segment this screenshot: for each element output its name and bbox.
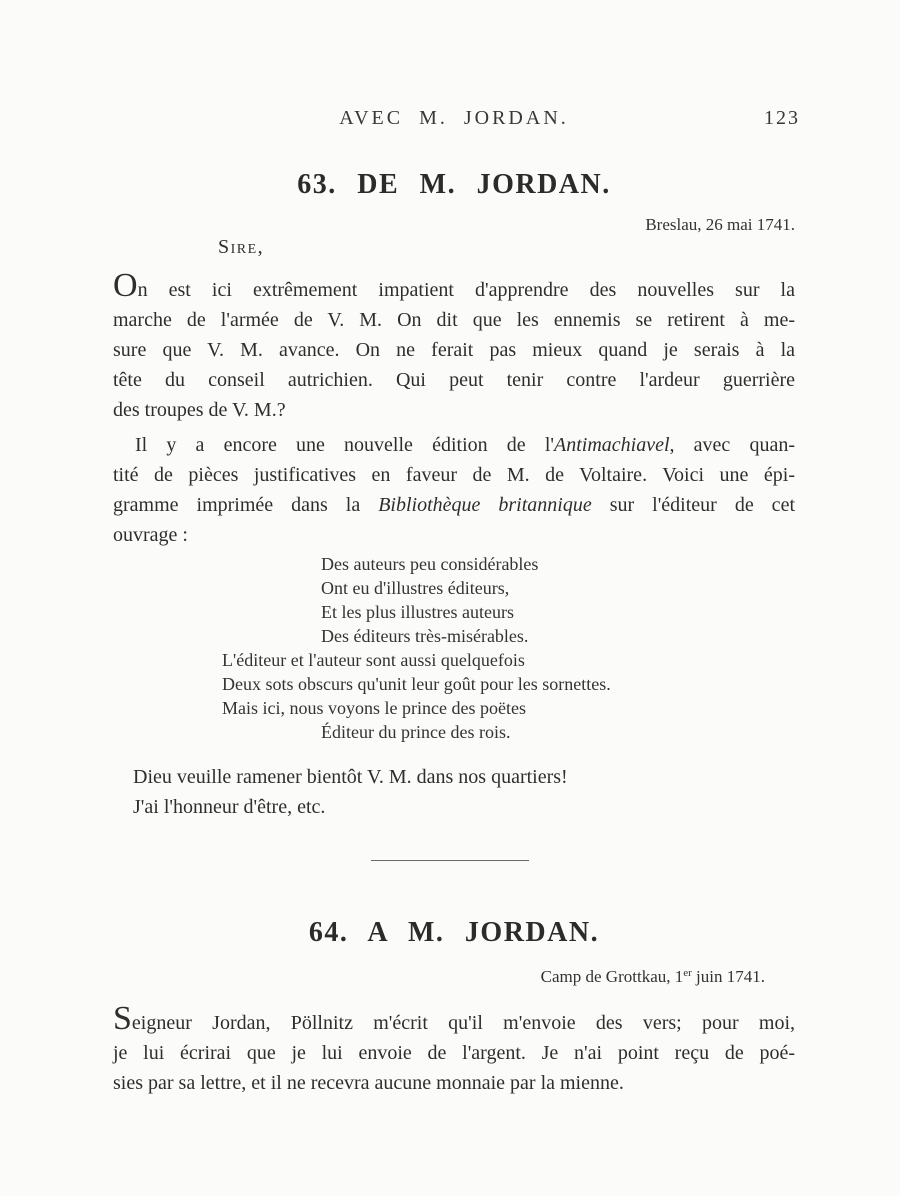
text-line: ouvrage : xyxy=(113,524,188,546)
letter-64-dateline: Camp de Grottkau, 1er juin 1741. xyxy=(540,967,765,986)
text-line: On est ici extrêmement impatient d'apprendre des nouvelles sur la xyxy=(113,267,795,304)
drop-cap-initial: O xyxy=(113,267,138,304)
letter-63-paragraph-2 xyxy=(113,430,795,550)
poem-line: Éditeur du prince des rois. xyxy=(321,722,511,742)
text-line: marche de l'armée de V. M. On dit que les ennemis se retirent à me- xyxy=(113,309,795,331)
letter-63-paragraph-1 xyxy=(113,267,795,425)
text-line: Seigneur Jordan, Pöllnitz m'écrit qu'il m'envoie des vers; pour moi, xyxy=(113,1000,795,1037)
text-line: je lui écrirai que je lui envoie de l'argent. Je n'ai point reçu de poé- xyxy=(113,1042,795,1064)
poem-line: Deux sots obscurs qu'unit leur goût pour les sornettes. xyxy=(222,674,611,694)
poem-line: Et les plus illustres auteurs xyxy=(321,602,514,622)
running-header-title: AVEC M. JORDAN. xyxy=(339,107,569,129)
letter-63-heading: 63. DE M. JORDAN. xyxy=(297,169,611,200)
text-line: sure que V. M. avance. On ne ferait pas mieux quand je serais à la xyxy=(113,339,795,361)
text-line: Il y a encore une nouvelle édition de l'Antimachiavel, avec quan- xyxy=(135,434,795,456)
text-line: des troupes de V. M.? xyxy=(113,399,286,421)
epigram-poem xyxy=(222,552,611,744)
text-line: tité de pièces justificatives en faveur de M. de Voltaire. Voici une épi- xyxy=(113,464,795,486)
poem-line: Des auteurs peu considérables xyxy=(321,554,539,574)
text-line: Dieu veuille ramener bientôt V. M. dans nos quartiers! xyxy=(133,766,568,788)
text-line: J'ai l'honneur d'être, etc. xyxy=(133,796,326,818)
letter-63-dateline: Breslau, 26 mai 1741. xyxy=(645,215,795,234)
poem-line: Des éditeurs très-misérables. xyxy=(321,626,529,646)
text-line: gramme imprimée dans la Bibliothèque britannique sur l'éditeur de cet xyxy=(113,494,795,516)
text-line: sies par sa lettre, et il ne recevra aucune monnaie par la mienne. xyxy=(113,1072,624,1094)
section-divider-rule xyxy=(371,860,529,861)
drop-cap-initial: S xyxy=(113,1000,132,1037)
text-line: tête du conseil autrichien. Qui peut tenir contre l'ardeur guerrière xyxy=(113,369,795,391)
poem-line: Mais ici, nous voyons le prince des poëtes xyxy=(222,698,526,718)
poem-line: L'éditeur et l'auteur sont aussi quelquefois xyxy=(222,650,525,670)
letter-63-closing-lines xyxy=(133,762,568,822)
letter-63-salutation: Sire, xyxy=(218,236,265,258)
letter-64-heading: 64. A M. JORDAN. xyxy=(308,917,600,948)
poem-line: Ont eu d'illustres éditeurs, xyxy=(321,578,510,598)
letter-64-paragraph-1 xyxy=(113,1000,795,1098)
running-header xyxy=(113,106,800,130)
page-number: 123 xyxy=(764,107,800,129)
